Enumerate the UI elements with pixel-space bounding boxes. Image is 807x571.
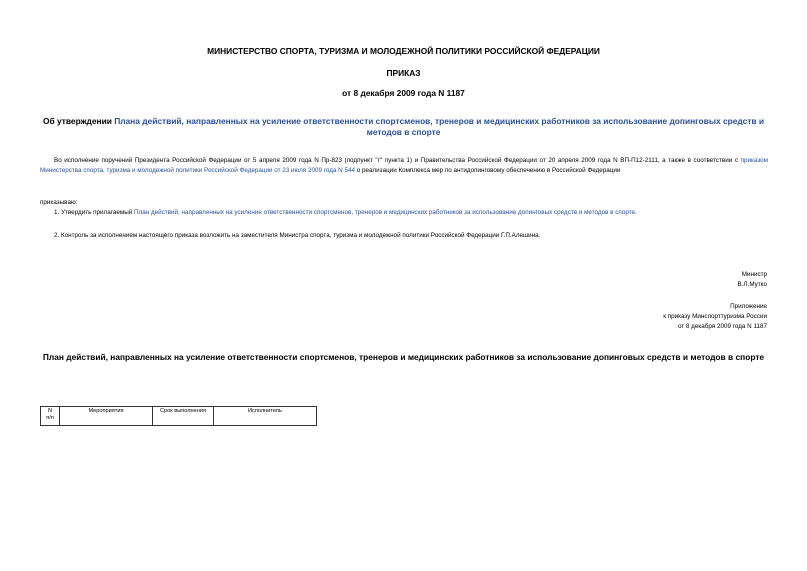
appendix-date-number: от 8 декабря 2009 года N 1187 xyxy=(677,323,767,330)
order-title xyxy=(40,116,767,138)
preamble-text-2: о реализации Комплекса мер по антидопинговому обеспечению в Российской Федерации xyxy=(354,167,621,174)
item-2: 2. Контроль за исполнением настоящего приказа возложить на заместителя Министра спорта, туризма и молодежной политики Российской Федерации Г.П.Алешина. xyxy=(54,232,541,239)
order-date-number: от 8 декабря 2009 года N 1187 xyxy=(342,88,465,98)
plan-table xyxy=(40,406,317,426)
signature-position: Министр xyxy=(741,271,767,278)
preamble-text-1: Во исполнение поручений Президента Российской Федерации от 5 апреля 2009 года N Пр-823 (подпункт "г" пункта 1) и Правительства Российской Федерации от 20 апреля 2009 года N ВП-П12-2111, а также в соответствии с xyxy=(54,157,741,164)
appendix-to-order: к приказу Минспорттуризма России xyxy=(663,313,767,320)
order-544-link[interactable]: приказом Министерства спорта, туризма и молодежной политики Российской Федерации от 23 июля 2009 года N 544 xyxy=(40,157,768,174)
item-1-suffix: . xyxy=(635,209,637,216)
preamble-paragraph xyxy=(40,156,768,176)
plan-title: План действий, направленных на усиление ответственности спортсменов, тренеров и медицинских работников за использование допинговых средств и методов в спорте xyxy=(42,352,765,362)
plan-link[interactable]: Плана действий, направленных на усиление ответственности спортсменов, тренеров и медицинских работников за использование допинговых средств и методов в спорте xyxy=(114,116,764,137)
order-title-prefix: Об утверждении xyxy=(43,116,115,126)
doc-type-heading: ПРИКАЗ xyxy=(386,68,421,78)
table-header-cell: Срок выполнения xyxy=(153,407,214,426)
signature-name: В.Л.Мутко xyxy=(737,281,767,288)
item-1-plan-link[interactable]: План действий, направленных на усиление ответственности спортсменов, тренеров и медицинских работников за использование допинговых средств и методов в спорте xyxy=(134,209,636,216)
item-1 xyxy=(54,208,768,218)
table-header-cell: Мероприятия xyxy=(60,407,153,426)
appendix-label: Приложение xyxy=(730,303,767,310)
orders-word: приказываю: xyxy=(40,199,78,206)
table-header-row xyxy=(41,407,317,426)
table-header-cell: N п/п xyxy=(41,407,60,426)
ministry-heading: МИНИСТЕРСТВО СПОРТА, ТУРИЗМА И МОЛОДЕЖНОЙ ПОЛИТИКИ РОССИЙСКОЙ ФЕДЕРАЦИИ xyxy=(207,46,600,56)
item-1-prefix: 1. Утвердить прилагаемый xyxy=(54,209,135,216)
table-header-cell: Исполнитель xyxy=(214,407,317,426)
